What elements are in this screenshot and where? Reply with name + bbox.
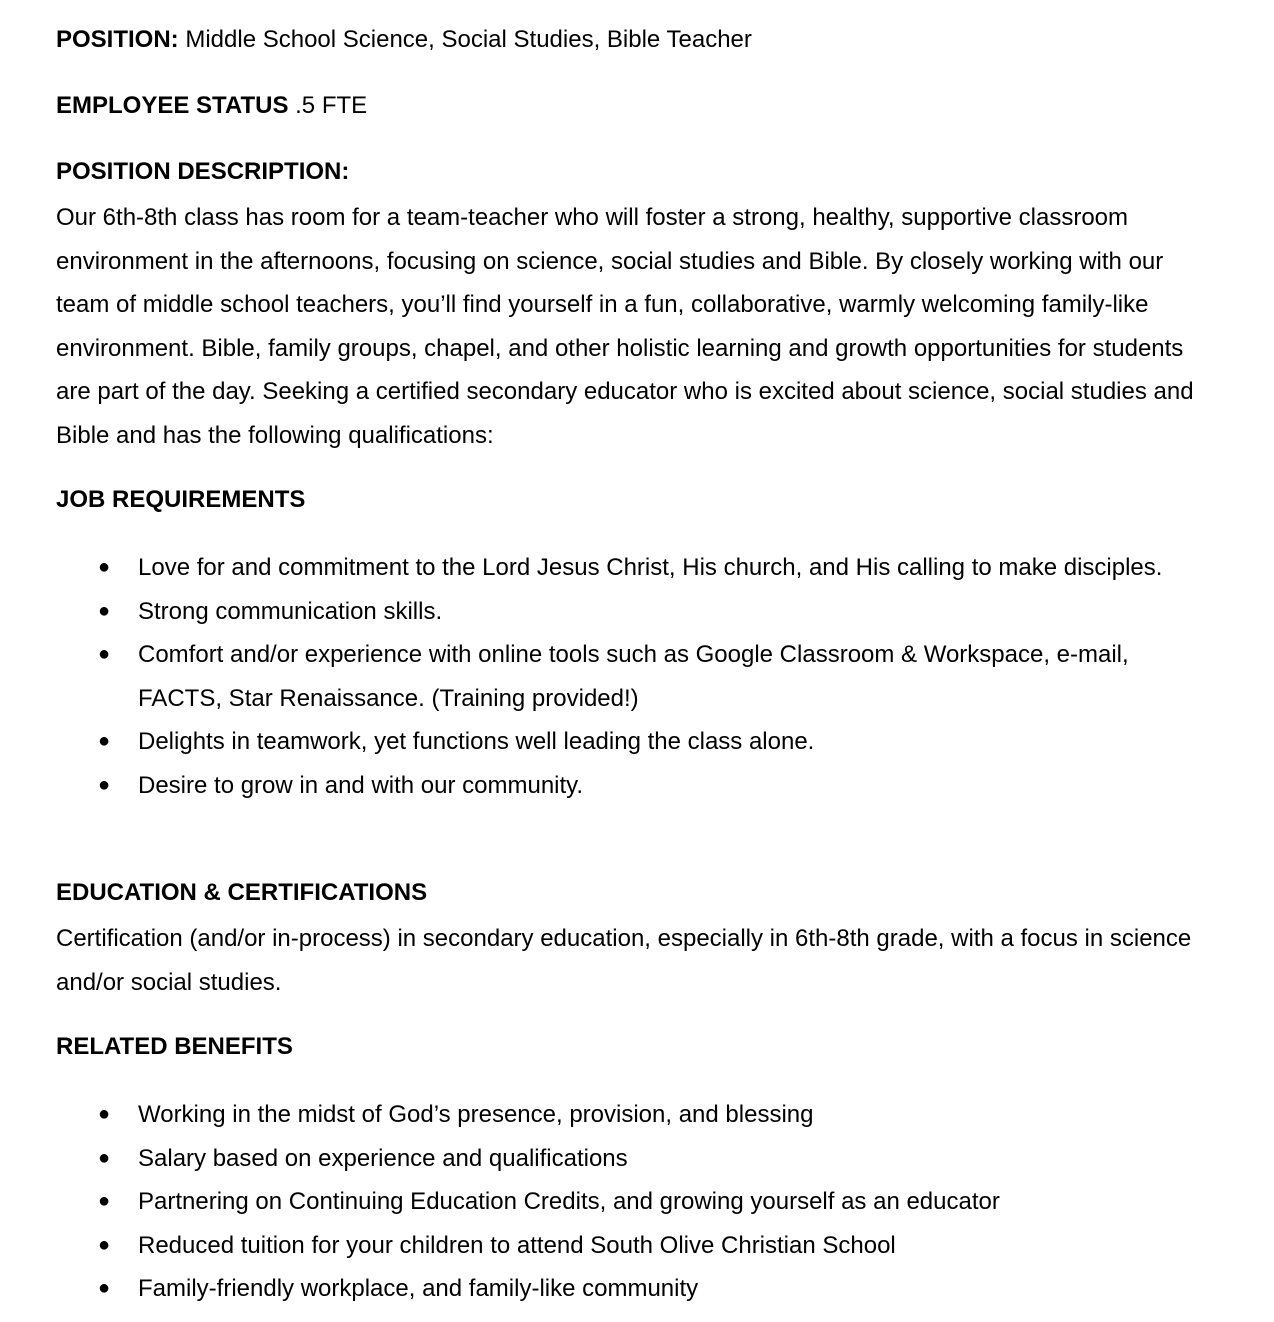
list-item-text: Salary based on experience and qualifications (138, 1144, 628, 1172)
bullet-icon: ● (98, 1233, 111, 1256)
list-item (56, 764, 1216, 808)
employee-status-value: .5 FTE (295, 92, 368, 119)
list-item (56, 720, 1216, 764)
position-value: Middle School Science, Social Studies, Bible Teacher (185, 26, 752, 53)
list-item-text: Partnering on Continuing Education Credits, and growing yourself as an educator (138, 1188, 1000, 1216)
list-item-text: Strong communication skills. (138, 597, 443, 625)
bullet-icon: ● (98, 556, 111, 578)
job-requirements-heading: JOB REQUIREMENTS (56, 486, 306, 513)
position-label: POSITION: (56, 26, 179, 53)
job-requirements-list (56, 546, 1216, 808)
list-item-text: Desire to grow in and with our community. (138, 771, 584, 799)
list-item (56, 546, 1216, 590)
bullet-icon: ● (98, 1277, 111, 1300)
bullet-icon: ● (98, 1146, 111, 1169)
benefits-heading: RELATED BENEFITS (56, 1033, 293, 1060)
list-item-text: Working in the midst of God’s presence, provision, and blessing (138, 1101, 814, 1128)
education-text: Certification (and/or in-process) in secondary education, especially in 6th-8th grade, with a focus in science and/or social studies. (56, 925, 1192, 996)
bullet-icon: ● (98, 1190, 111, 1213)
list-item (56, 1137, 1216, 1181)
position-description-text: Our 6th-8th class has room for a team-teacher who will foster a strong, healthy, supportive classroom environment in the afternoons, focusing on science, social studies and Bible. By closely working with our team of middle school teachers, you’ll find yourself in a fun, collaborative, warmly welcoming family-like environment. Bible, family groups, chapel, and other holistic learning and growth opportunities for students are part of the day. Seeking a certified secondary educator who is excited about science, social studies and Bible and has the following qualifications: (56, 204, 1194, 449)
list-item (56, 1093, 1216, 1137)
list-item-text: Reduced tuition for your children to attend South Olive Christian School (138, 1231, 896, 1259)
list-item-text: Comfort and/or experience with online tools such as Google Classroom & Workspace, e-mail, FACTS, Star Renaissance. (Training provided!) (138, 641, 1129, 712)
bullet-icon: ● (98, 730, 111, 753)
position-description-heading: POSITION DESCRIPTION: (56, 158, 350, 185)
education-heading: EDUCATION & CERTIFICATIONS (56, 879, 428, 906)
position-line (56, 26, 752, 54)
list-item-text: Love for and commitment to the Lord Jesus Christ, His church, and His calling to make disciples. (138, 554, 1163, 581)
bullet-icon: ● (98, 773, 111, 796)
list-item (56, 633, 1216, 720)
list-item (56, 1224, 1216, 1268)
bullet-icon: ● (98, 599, 111, 622)
employee-status-label: EMPLOYEE STATUS (56, 92, 289, 119)
list-item (56, 1180, 1216, 1224)
list-item (56, 1267, 1216, 1311)
list-item (56, 590, 1216, 634)
employee-status-line (56, 92, 367, 120)
list-item-text: Family-friendly workplace, and family-like community (138, 1275, 699, 1303)
benefits-list (56, 1093, 1216, 1311)
bullet-icon: ● (98, 643, 111, 666)
list-item-text: Delights in teamwork, yet functions well leading the class alone. (138, 728, 815, 756)
bullet-icon: ● (98, 1103, 111, 1125)
